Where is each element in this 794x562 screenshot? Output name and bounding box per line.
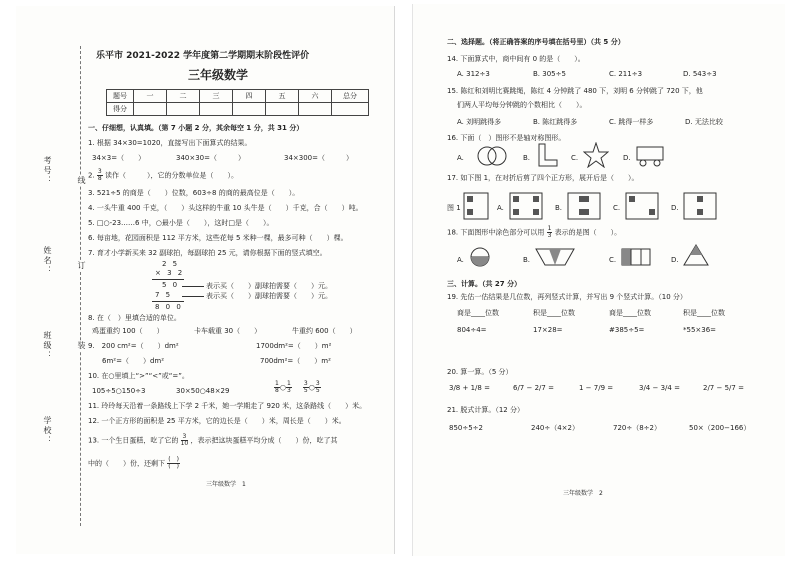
name-label: 姓名： [43,246,52,276]
q19-item: 17×28= [533,326,563,334]
question-19: 19. 先估一估结果是几位数，再列竖式计算，并写出 9 个竖式计算。（10 分） [447,293,687,301]
q19-estimate: 商是____位数 [457,309,499,317]
q20-item: 1 − 7/9 = [579,384,614,392]
page-footer-2: 三年级数学 2 [563,490,603,497]
question-21: 21. 脱式计算。（12 分） [447,406,524,414]
fraction-3-10: $\frac{3}{10}$ [180,433,189,447]
q14-option-b: B. 305÷5 [533,70,566,78]
question-1-item: 34×300=（ ） [284,154,353,162]
shaded-rect-c [621,248,651,266]
score-cell[interactable] [299,103,332,116]
question-20: 20. 算一算。（5 分） [447,368,513,376]
question-1: 1. 根据 34×30=1020，直接写出下面算式的结果。 [88,139,252,147]
question-11: 11. 玲玲每天沿着一条路线上下学 2 千米，她一学期走了 920 米，这条路线（ ）米。 [88,402,367,410]
page-footer-1: 三年级数学 1 [206,481,246,488]
q21-item: 850÷5÷2 [449,424,483,432]
score-header: 题号 [107,90,134,103]
calc-arrow [182,286,204,287]
question-14: 14. 下面算式中，商中间有 0 的是（ ）。 [447,55,585,63]
unfold-option-c [625,192,659,220]
question-18 [447,226,621,239]
exam-subtitle: 三年级数学 [188,68,249,82]
question-8: 8. 在（ ）里填合适的单位。 [88,314,181,322]
question-13-cont [88,457,180,470]
q20-item: 3/8 + 1/8 = [449,384,490,392]
score-row-label: 得分 [107,103,134,116]
question-17: 17. 如下图 1，在对折后剪了四个正方形，展开后是（ ）。 [447,174,639,182]
binding-mark-line: 线 [77,176,86,186]
calc-line: 8 0 0 [155,303,183,311]
question-4: 4. 一头牛重 400 千克，（ ）头这样的牛重 10 头牛是（ ）千克，合（ ）吨。 [88,204,363,212]
q16-option-a: A. [457,154,464,162]
q15-option-d: D. 无法比较 [685,118,723,126]
shaded-trapezoid-b [535,248,575,266]
calc-rule [152,301,184,302]
q14-option-c: C. 211÷3 [609,70,643,78]
score-cell[interactable] [266,103,299,116]
question-15-b: 们两人平均每分钟跳的个数相比（ ）。 [457,101,587,109]
fraction-blank: $\frac{( )}{( )}$ [168,456,179,470]
q15-option-b: B. 陈红跳得多 [533,118,578,126]
question-13 [88,434,337,447]
question-7-fill-1: 表示买（ ）副球拍需要（ ）元。 [206,282,332,290]
folded-paper-figure [463,192,489,220]
calc-arrow [182,296,204,297]
question-9-item: 9. 200 cm²=（ ）dm² [88,342,179,350]
calc-line: 2 5 [162,260,180,268]
q20-item: 2/7 − 5/7 = [703,384,744,392]
shaded-circle-a [469,246,491,268]
q21-item: 720÷（8÷2） [613,424,661,432]
score-cell[interactable] [134,103,167,116]
score-table [106,89,369,116]
fraction-3-5: $\frac{3}{5}$ [303,380,308,394]
fraction-1-3: $\frac{1}{3}$ [286,380,291,394]
q17-option-b: B. [555,204,563,212]
score-header: 三 [200,90,233,103]
question-8-item: 鸡蛋重约 100（ ） [92,327,164,335]
cart-shape [635,144,669,168]
question-8-item: 牛重约 600（ ） [292,327,357,335]
question-10-item: 105÷5○150÷3 [92,387,146,395]
score-header: 六 [299,90,332,103]
q16-option-b: B. [523,154,531,162]
q17-option-d: D. [671,204,679,212]
q19-estimate: 商是____位数 [609,309,651,317]
question-1-item: 34×3=（ ） [92,154,146,162]
question-10: 10. 在○里填上“>”“<”或“=”。 [88,372,189,380]
school-label: 学校： [43,416,52,446]
section-3-title: 三、计算。（共 27 分） [447,280,522,288]
section-1-title: 一、仔细想，认真填。（第 7 小题 2 分，其余每空 1 分，共 31 分） [88,124,304,132]
q15-option-c: C. 跳得一样多 [609,118,654,126]
question-12: 12. 一个正方形的面积是 25 平方米，它的边长是（ ）米，周长是（ ）米。 [88,417,346,425]
fraction-3-5b: $\frac{3}{5}$ [315,380,320,394]
score-cell[interactable] [200,103,233,116]
q18-option-d: D. [671,256,679,264]
star-shape [583,142,609,168]
question-10-item: 30×50○48×29 [176,387,230,395]
unfold-option-a [509,192,543,220]
question-18-text-b: 表示的是图（ ）。 [554,228,622,237]
score-header: 五 [266,90,299,103]
question-15-a: 15. 陈红和刘明比赛跳绳，陈红 4 分钟跳了 480 下，刘明 6 分钟跳了 720 下，他 [447,87,703,95]
fraction-1-8: $\frac{1}{8}$ [275,380,279,394]
calc-line: × 3 2 [155,269,185,277]
q15-option-a: A. 刘明跳得多 [457,118,502,126]
score-header: 总分 [332,90,369,103]
q14-option-d: D. 543÷3 [683,70,717,78]
q18-option-b: B. [523,256,531,264]
q18-option-c: C. [609,256,617,264]
score-header: 四 [233,90,266,103]
calc-line: 7 5 [155,291,173,299]
q18-option-a: A. [457,256,464,264]
exam-title: 乐平市 2021-2022 学年度第二学期期末阶段性评价 [96,51,310,61]
question-18-text-a: 18. 下面图形中涂色部分可以用 [447,228,545,237]
q14-option-a: A. 312÷3 [457,70,490,78]
fraction-3-8: $\frac{3}{8}$ [97,168,102,182]
score-header: 一 [134,90,167,103]
question-3: 3. 521÷5 的商是（ ）位数，603÷8 的商的最高位是（ ）。 [88,189,300,197]
question-5: 5. □○-23……6 中，○最小是（ ），这时□是（ ）。 [88,219,274,227]
question-10-fraction-compare: $\frac{1}{8}$ ○ $\frac{1}{3}$ $\frac{3}{5}$ ○ $\frac{3}{5}$ [275,380,320,394]
unfold-option-d [683,192,717,220]
question-7: 7. 育才小学新买来 32 副球拍，每副球拍 25 元，请你根据下面的竖式填空。 [88,249,327,257]
calc-line: 5 0 [162,281,180,289]
question-2-text: 读作（ ），它的分数单位是（ ）。 [104,171,238,180]
two-circles-shape [475,144,509,168]
q19-item: *55×36= [683,326,717,334]
class-label: 班级： [43,331,52,361]
score-header: 二 [167,90,200,103]
calc-rule [152,279,184,280]
shaded-triangle-d [683,244,709,266]
question-13-text-c: 中的（ ）份，还剩下 [88,459,165,468]
question-9-item: 1700dm²=（ ）m² [256,342,332,350]
question-9-item: 6m²=（ ）dm² [102,357,165,365]
q21-item: 50×（200−166） [689,424,751,432]
question-6: 6. 每亩地，花园面积是 112 平方米，这些花每 5 米种一棵，最多可种（ ）棵。 [88,234,348,242]
question-7-fill-2: 表示买（ ）副球拍需要（ ）元。 [206,292,332,300]
question-13-text-b: ，表示把这块蛋糕平均分成（ ）份，吃了其 [190,436,338,445]
fraction-1-3: $\frac{1}{3}$ [547,225,552,239]
binding-mark-bind: 装 [77,341,86,351]
question-1-item: 340×30=（ ） [176,154,245,162]
left-page [16,6,395,554]
question-2 [88,169,238,182]
exam-no-label: 考号： [43,156,52,186]
section-2-title: 二、选择题。（将正确答案的序号填在括号里）（共 5 分） [447,38,625,46]
score-cell[interactable] [167,103,200,116]
score-cell[interactable] [233,103,266,116]
question-9-item: 700dm²=（ ）m² [260,357,331,365]
question-2-prefix: 2. [88,171,95,180]
right-page [412,4,785,556]
q19-item: 804÷4= [457,326,487,334]
q17-option-a: A. [497,204,504,212]
q19-estimate: 积是____位数 [533,309,575,317]
q17-option-c: C. [613,204,621,212]
question-16: 16. 下面（ ）图形不是轴对称图形。 [447,134,566,142]
q20-item: 6/7 − 2/7 = [513,384,554,392]
l-shape [537,142,559,168]
score-cell[interactable] [332,103,369,116]
q17-figure-label: 图 1 [447,204,461,212]
q16-option-c: C. [571,154,579,162]
binding-line [80,46,81,526]
q21-item: 240÷（4×2） [531,424,579,432]
unfold-option-b [567,192,601,220]
q16-option-d: D. [623,154,631,162]
q20-item: 3/4 − 3/4 = [639,384,680,392]
binding-mark-staple: 订 [77,261,86,271]
q19-item: #385÷5= [609,326,645,334]
question-8-item: 卡车载重 30（ ） [194,327,262,335]
q19-estimate: 积是____位数 [683,309,725,317]
question-13-text-a: 13. 一个生日蛋糕，吃了它的 [88,436,179,445]
